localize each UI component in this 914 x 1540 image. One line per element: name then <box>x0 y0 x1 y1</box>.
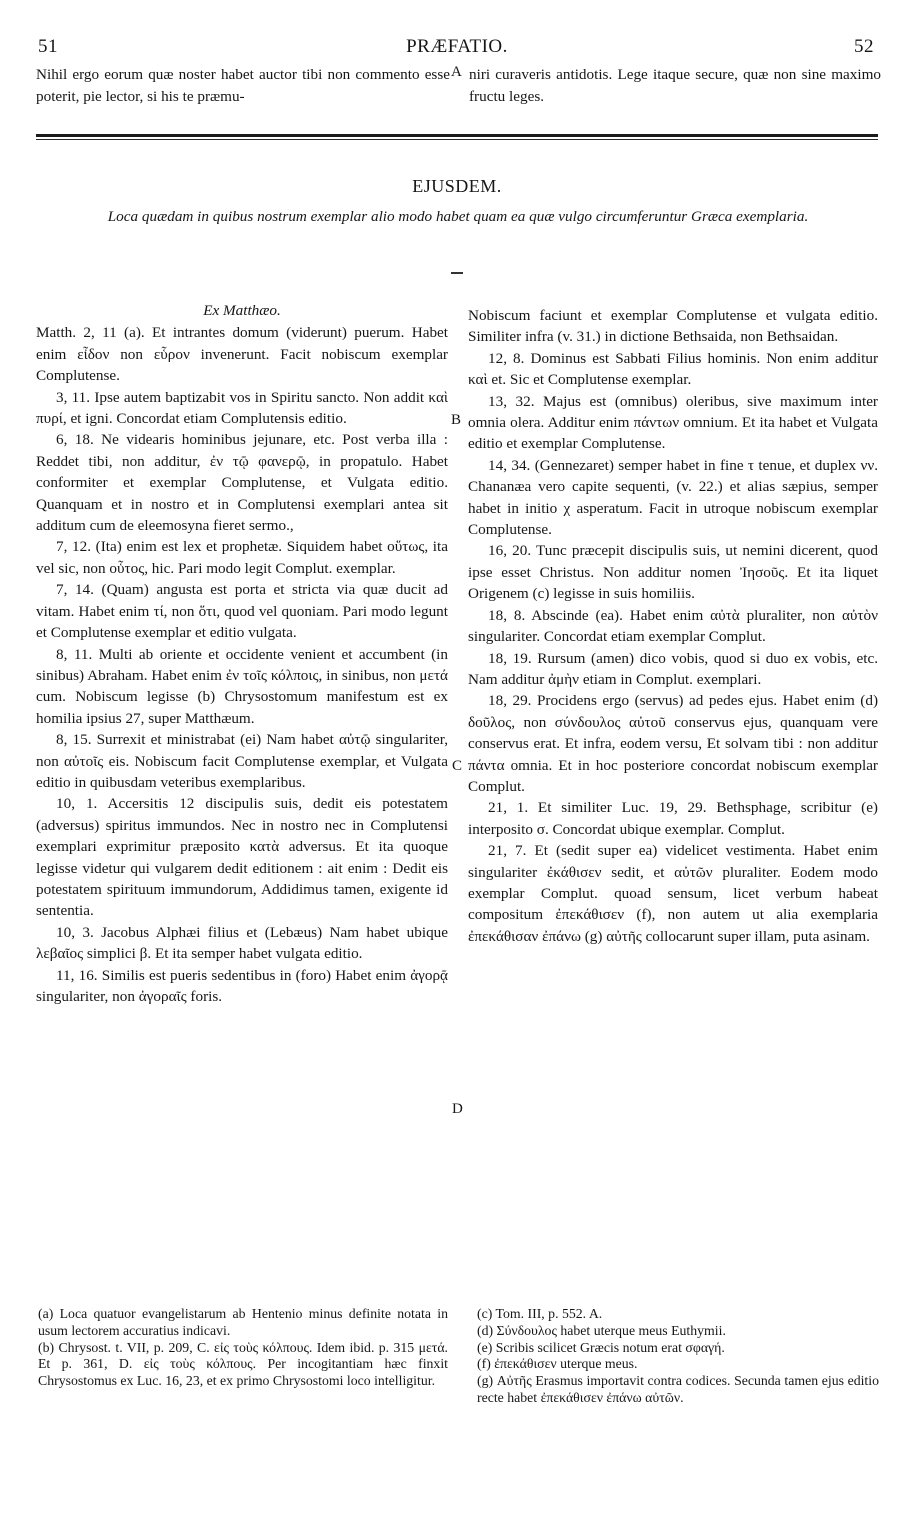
section-subtitle: Loca quædam in quibus nostrum exemplar alio modo habet quam ea quæ vulgo circumferuntur Græca exemplaria. <box>107 208 809 225</box>
short-rule <box>451 272 463 274</box>
section-divider <box>36 134 878 137</box>
section-title: EJUSDEM. <box>412 176 502 196</box>
footnote: (d) Σύνδουλος habet uterque meus Euthymii. <box>477 1322 726 1338</box>
paragraph: 10, 3. Jacobus Alphæi filius et (Lebæus) Nam habet ubique λεβαῖος simplici β. Et ita semper habet vulgata editio. <box>36 923 448 963</box>
footnote: (f) ἐπεκάθισεν uterque meus. <box>477 1356 638 1372</box>
margin-marker-c: C <box>452 758 463 774</box>
page-number-right: 52 <box>854 36 874 57</box>
paragraph: 14, 34. (Gennezaret) semper habet in fine τ tenue, et duplex νν. Chananæa vero capite sequenti, (v. 22.) et alias sæpius, semper habet in initio χ asperatum. Facit in utroque nobiscum exemplar Complutense. <box>468 456 878 539</box>
footnote: (g) Αὐτῆς Erasmus importavit contra codices. Secunda tamen ejus editio recte habet ἐπεκάθισεν ἐπάνω αὐτῶν. <box>477 1373 879 1405</box>
paragraph: 8, 11. Multi ab oriente et occidente venient et accumbent (in sinibus) Abraham. Habet enim ἐν τοῖς κόλποις, in sinibus, non μετά cum. Nobiscum legisse (b) Chrysostomum manifestum est ex homilia ipsius 27, super Matthæum. <box>36 645 448 727</box>
margin-marker-a: A <box>451 64 462 80</box>
intro-right-text: niri curaveris antidotis. Lege itaque secure, quæ non sine maximo fructu leges. <box>469 66 881 105</box>
paragraph: 18, 29. Procidens ergo (servus) ad pedes ejus. Habet enim (d) δοῦλος, non σύνδουλος αὐτοῦ conservus ejus, quanquam vere conservus erat. Et infra, eodem versu, Et solvam tibi : non additur πάντα omnia. Et in hoc posteriore concordat nobiscum exemplar Complut. <box>468 692 878 795</box>
right-column <box>468 305 878 947</box>
paragraph: Nobiscum faciunt et exemplar Complutense et vulgata editio. Similiter infra (v. 31.) in dictione Bethsaida, non Bethsaidan. <box>468 307 878 346</box>
footnotes-left <box>38 1306 448 1390</box>
paragraph: 11, 16. Similis est pueris sedentibus in (foro) Habet enim ἀγορᾷ singulariter, non ἀγοραῖς foris. <box>36 966 448 1005</box>
footnotes-right <box>477 1306 879 1407</box>
paragraph: 7, 12. (Ita) enim est lex et prophetæ. Siquidem habet οὕτως, ita vel sic, non οὗτος, hic. Pari modo legit Complut. exemplar. <box>36 538 448 577</box>
running-title: PRÆFATIO. <box>406 36 508 57</box>
paragraph: 3, 11. Ipse autem baptizabit vos in Spiritu sancto. Non addit καὶ πυρί, et igni. Concordat etiam Complutensis editio. <box>36 388 448 428</box>
paragraph: Matth. 2, 11 (a). Et intrantes domum (viderunt) puerum. Habet enim εἶδον non εὗρον invenerunt. Facit nobiscum exemplar Complutense. <box>36 324 448 385</box>
paragraph: 10, 1. Accersitis 12 discipulis suis, dedit eis potestatem (adversus) spiritus immundos. Nec in nostro nec in Complutensi exemplari exprimitur præposito κατὰ adversus. Et ita quoque legisse videtur qui vulgarem dedit editionem : ait enim : Dedit eis potestatem spirituum immundorum, Addidimus tamen, exigente id sententia. <box>36 795 448 920</box>
paragraph: 18, 8. Abscinde (ea). Habet enim αὐτὰ pluraliter, non αὐτὸν singulariter. Concordat etiam exemplar Complut. <box>468 606 878 646</box>
footnote: (c) Tom. III, p. 552. A. <box>477 1306 603 1321</box>
paragraph: 7, 14. (Quam) angusta est porta et stricta via quæ ducit ad vitam. Habet enim τί, non ὅτι, quod vel quoniam. Pari modo legunt et Complutense exemplar et editio vulgata. <box>36 581 448 642</box>
paragraph: 21, 1. Et similiter Luc. 19, 29. Bethsphage, scribitur (e) interposito σ. Concordat ubique exemplar. Complut. <box>468 799 878 838</box>
paragraph: 18, 19. Rursum (amen) dico vobis, quod si duo ex vobis, etc. Nam additur ἀμὴν etiam in Complut. exemplari. <box>468 649 878 688</box>
intro-left-text: Nihil ergo eorum quæ noster habet auctor tibi non commento esse poterit, pie lector, si his te præmu- <box>36 66 450 105</box>
column-heading: Ex Matthæo. <box>203 302 281 319</box>
margin-marker-b: B <box>451 412 462 428</box>
footnote: (b) Chrysost. t. VII, p. 209, C. εἰς τοὺς κόλπους. Idem ibid. p. 315 μετά. Et p. 361, D. εἰς τοὺς κόλπους. Per incogitantiam hæc finxit Chrysostomus ex Luc. 16, 23, et ex primo Chrysostomi loco intelligitur. <box>38 1339 448 1389</box>
footnote: (e) Scribis scilicet Græcis notum erat σφαγή. <box>477 1339 725 1355</box>
footnote: (a) Loca quatuor evangelistarum ab Hentenio minus definite notata in usum lectorem accuratius indicavi. <box>38 1306 448 1338</box>
left-column <box>36 300 448 1007</box>
paragraph: 8, 15. Surrexit et ministrabat (ei) Nam habet αὐτῷ singulariter, non αὐτοῖς eis. Nobiscum facit Complutense exemplar, et Vulgata editio in quibusdam veteribus exemplaribus. <box>36 731 448 791</box>
page-number-left: 51 <box>38 36 58 57</box>
paragraph: 12, 8. Dominus est Sabbati Filius hominis. Non enim additur καὶ et. Sic et Complutense exemplar. <box>468 349 878 389</box>
margin-marker-d: D <box>452 1101 463 1117</box>
section-divider-thin <box>36 139 878 140</box>
paragraph: 21, 7. Et (sedit super ea) videlicet vestimenta. Habet enim singulariter ἐκάθισεν sedit, et αὐτῶν pluraliter. Eodem modo exemplar Complut. quoad sensum, licet verbum habeat compositum ἐπεκάθισεν (f), non autem ut alia exemplaria ἐπεκάθισαν ἐπάνω (g) αὐτῆς collocarunt super illam, puta asinam. <box>468 842 878 945</box>
paragraph: 16, 20. Tunc præcepit discipulis suis, ut nemini dicerent, quod ipse esset Christus. Non additur nomen Ἰησοῦς. Et ita liquet Origenem (c) legisse in suis homiliis. <box>468 542 878 603</box>
paragraph: 13, 32. Majus est (omnibus) oleribus, sive maximum inter omnia olera. Additur enim πάντων omnium. Et ita habet et Vulgata editio et exemplar Complutense. <box>468 392 878 453</box>
paragraph: 6, 18. Ne videaris hominibus jejunare, etc. Post verba illa : Reddet tibi, non additur, ἐν τῷ φανερῷ, in propatulo. Habet conformiter et exemplar Complutense, et Vulgata editio. Quanquam et in nostro et in Complutensi exemplari antea sit additum cum de eleemosyna fieret sermo., <box>36 431 448 535</box>
